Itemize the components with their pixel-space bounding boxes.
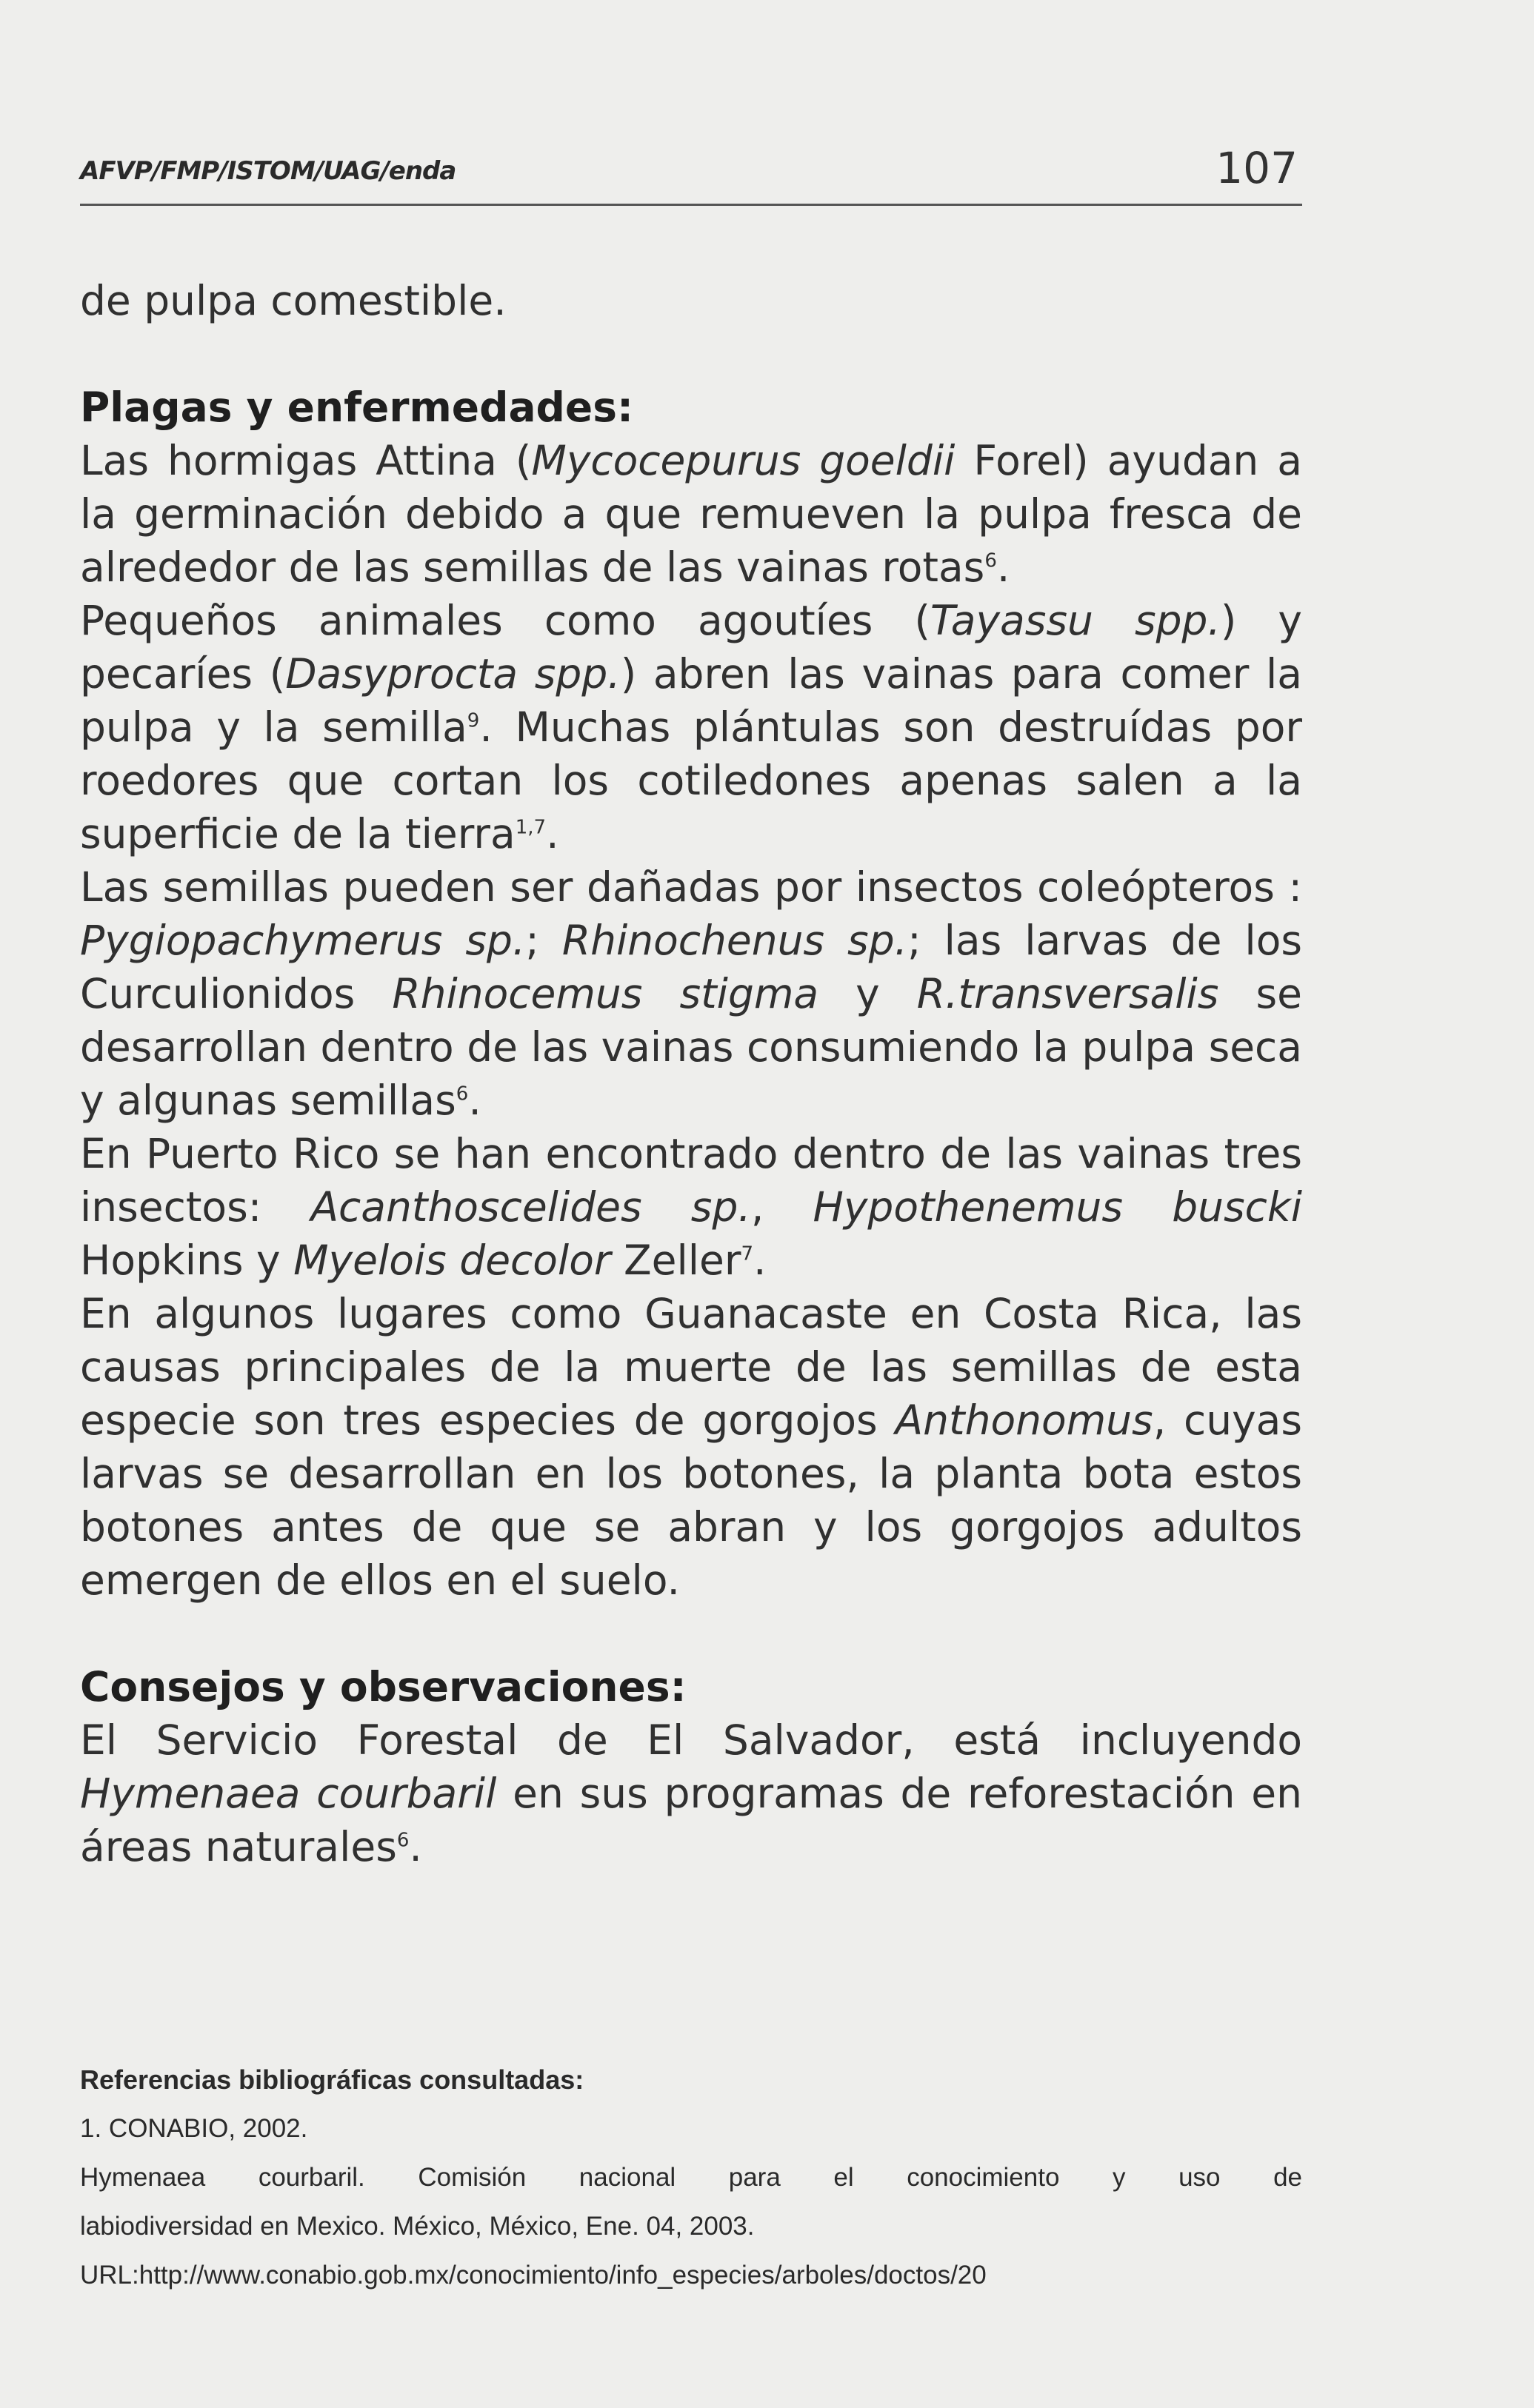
- reference-line: 1. CONABIO, 2002.: [80, 2114, 308, 2143]
- paragraph-animals: Pequeños animales como agoutíes (Tayassu spp.) y pecaríes (Dasyprocta spp.) abren las vainas para comer la pulpa y la semilla$^9$. Muchas plántulas son destruídas por roedores que cortan los cotiledones apenas salen a la superficie de la tierra$^{1,7}$.: [80, 597, 1302, 857]
- heading-advice: Consejos y observaciones:: [80, 1663, 687, 1710]
- paragraph-puerto-rico: En Puerto Rico se han encontrado dentro de las vainas tres insectos: Acanthoscelides sp., Hypothenemus buscki Hopkins y Myelois decolor Zeller$^7$.: [80, 1130, 1302, 1284]
- paragraph-advice: El Servicio Forestal de El Salvador, está incluyendo Hymenaea courbaril en sus programas de reforestación en áreas naturales$^6$.: [80, 1716, 1302, 1870]
- running-head: AFVP/FMP/ISTOM/UAG/enda: [80, 156, 456, 186]
- reference-url: URL:http://www.conabio.gob.mx/conocimiento/info_especies/arboles/doctos/20: [80, 2261, 987, 2290]
- references-heading: Referencias bibliográficas consultadas:: [80, 2064, 584, 2095]
- paragraph-guanacaste: En algunos lugares como Guanacaste en Costa Rica, las causas principales de la muerte de las semillas de esta especie son tres especies de gorgojos Anthonomus, cuyas larvas se desarrollan en los botones, la planta bota estos botones antes de que se abran y los gorgojos adultos emergen de ellos en el suelo.: [80, 1290, 1302, 1604]
- heading-pests: Plagas y enfermedades:: [80, 384, 633, 431]
- reference-line: labiodiversidad en Mexico. México, México, Ene. 04, 2003.: [80, 2212, 755, 2241]
- body-text: [80, 274, 1302, 1873]
- paragraph-insects: Las semillas pueden ser dañadas por insectos coleópteros : Pygiopachymerus sp.; Rhinochenus sp.; las larvas de los Curculionidos Rhinocemus stigma y R.transversalis se desarrollan dentro de las vainas consumiendo la pulpa seca y algunas semillas$^6$.: [80, 863, 1303, 1124]
- reference-line: Hymenaea courbaril. Comisión nacional para el conocimiento y uso de: [80, 2163, 1302, 2192]
- intro-paragraph: de pulpa comestible.: [80, 277, 507, 324]
- page-number: 107: [1215, 143, 1298, 193]
- references: [80, 2056, 1302, 2300]
- paragraph-ants: Las hormigas Attina (Mycocepurus goeldii Forel) ayudan a la germinación debido a que remueven la pulpa fresca de alrededor de las semillas de las vainas rotas$^6$.: [80, 437, 1302, 591]
- page-header: [80, 137, 1302, 206]
